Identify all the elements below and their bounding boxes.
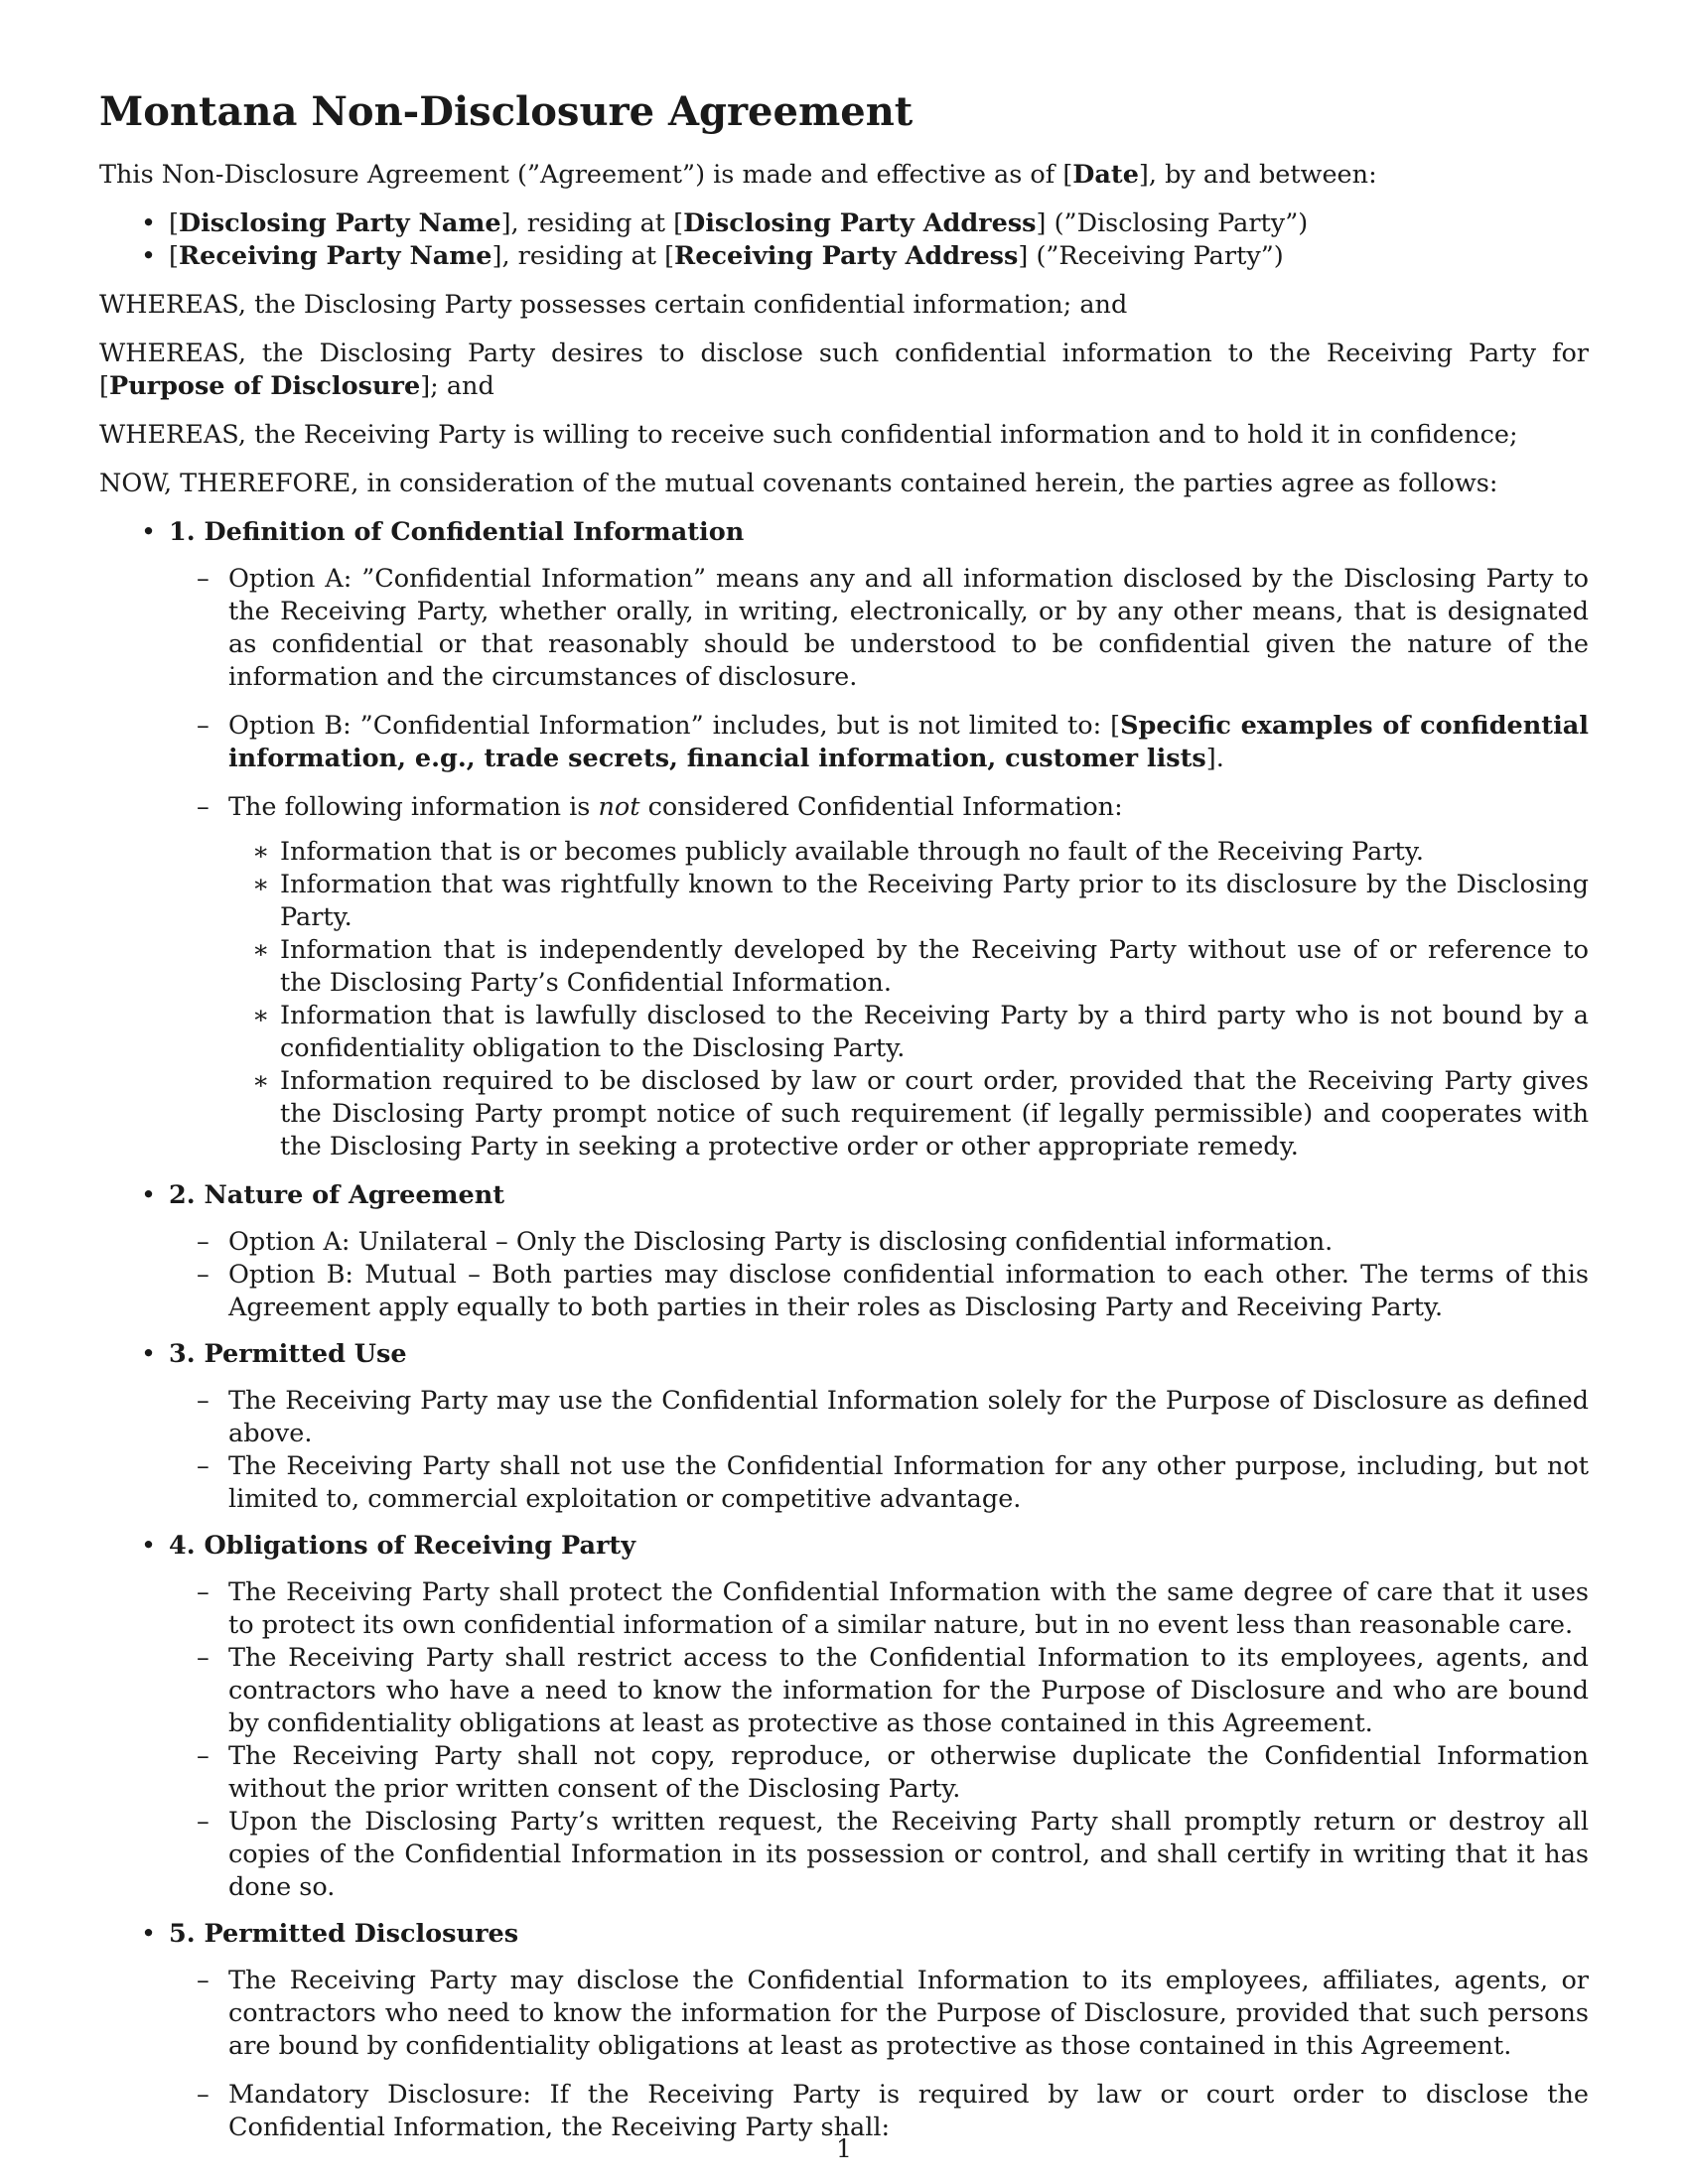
exclusions-list [228, 836, 1589, 1163]
document-page [99, 87, 1589, 2160]
list-item: – Mandatory Disclosure: If the Receiving Party is required by law or court order to disclose the Confidential Information, the Receiving Party shall: [169, 2079, 1589, 2144]
list-item: – Upon the Disclosing Party’s written request, the Receiving Party shall promptly return or destroy all copies of the Confidential Information in its possession or control, and shall certify in writing that it has done so. [169, 1806, 1589, 1904]
page-number: 1 [836, 2134, 852, 2163]
section-5-title: • 5. Permitted Disclosures [169, 1919, 519, 1949]
section-4 [99, 1530, 1589, 1904]
exclusion-item: ∗ Information that was rightfully known to the Receiving Party prior to its disclosure by the Disclosing Party. [228, 869, 1589, 934]
receiving-party-item: • [Receiving Party Name], residing at [Receiving Party Address] (”Receiving Party”) [99, 240, 1589, 273]
section-3-list [169, 1385, 1589, 1516]
intro-paragraph: This Non-Disclosure Agreement (”Agreement”) is made and effective as of [Date], by and between: [99, 160, 1377, 190]
list-item: – The Receiving Party may use the Confidential Information solely for the Purpose of Disclosure as defined above. [169, 1385, 1589, 1450]
section-1-exclusions: – The following information is not considered Confidential Information: ∗ Information that is or becomes publicly available through no fault of the Receiving Party. ∗ Information that was rightfully known to the Receiving Party prior to its disclosure by the Disclosing Party. ∗ Information that is independently developed by the Receiving Party without use of or reference to the Disclosing Party’s Confidential Information. ∗ Information that is lawfully disclosed to the Receiving Party by a third party who is not bound by a confidentiality obligation to the Disclosing Party. ∗ Information required to be disclosed by law or court order, provided that the Receiving Party gives the Disclosing Party prompt notice of such requirement (if legally permissible) and cooperates with the Disclosing Party in seeking a protective order or other appropriate remedy. [169, 791, 1589, 1163]
section-3-title: • 3. Permitted Use [169, 1339, 407, 1369]
section-2-list [169, 1226, 1589, 1324]
list-item: – The Receiving Party may disclose the Confidential Information to its employees, affiliates, agents, or contractors who need to know the information for the Purpose of Disclosure, provided that such persons are bound by confidentiality obligations at least as protective as those contained in this Agreement. [169, 1965, 1589, 2063]
date-placeholder: Date [1072, 160, 1139, 190]
section-4-title: • 4. Obligations of Receiving Party [169, 1531, 636, 1561]
section-5 [99, 1918, 1589, 2144]
section-1-title: • 1. Definition of Confidential Information [169, 517, 745, 547]
exclusion-item: ∗ Information required to be disclosed by law or court order, provided that the Receiving Party gives the Disclosing Party prompt notice of such requirement (if legally permissible) and cooperates with the Disclosing Party in seeking a protective order or other appropriate remedy. [228, 1065, 1589, 1163]
section-3 [99, 1338, 1589, 1516]
section-2 [99, 1179, 1589, 1324]
section-5-list [169, 1965, 1589, 2144]
section-4-list [169, 1576, 1589, 1904]
exclusion-item: ∗ Information that is independently developed by the Receiving Party without use of or reference to the Disclosing Party’s Confidential Information. [228, 934, 1589, 1000]
disclosing-party-item: • [Disclosing Party Name], residing at [Disclosing Party Address] (”Disclosing Party”) [99, 207, 1589, 240]
list-item: – The Receiving Party shall protect the Confidential Information with the same degree of care that it uses to protect its own confidential information of a similar nature, but in no event less than reasonable care. [169, 1576, 1589, 1642]
list-item: – The Receiving Party shall restrict access to the Confidential Information to its employees, agents, and contractors who have a need to know the information for the Purpose of Disclosure and who are bound by confidentiality obligations at least as protective as those contained in this Agreement. [169, 1642, 1589, 1740]
exclusion-item: ∗ Information that is or becomes publicly available through no fault of the Receiving Party. [228, 836, 1589, 869]
section-1-option-a: – Option A: ”Confidential Information” means any and all information disclosed by the Disclosing Party to the Receiving Party, whether orally, in writing, electronically, or by any other means, that is designated as confidential or that reasonably should be understood to be confidential given the nature of the information and the circumstances of disclosure. [169, 563, 1589, 694]
exclusion-item: ∗ Information that is lawfully disclosed to the Receiving Party by a third party who is not bound by a confidentiality obligation to the Disclosing Party. [228, 1000, 1589, 1065]
section-2-title: • 2. Nature of Agreement [169, 1180, 505, 1210]
list-item: – Option B: Mutual – Both parties may disclose confidential information to each other. The terms of this Agreement apply equally to both parties in their roles as Disclosing Party and Receiving Party. [169, 1259, 1589, 1324]
list-item: – Option A: Unilateral – Only the Disclosing Party is disclosing confidential information. [169, 1226, 1589, 1259]
parties-list [99, 207, 1589, 273]
list-item: – The Receiving Party shall not copy, reproduce, or otherwise duplicate the Confidential Information without the prior written consent of the Disclosing Party. [169, 1740, 1589, 1806]
now-therefore: NOW, THEREFORE, in consideration of the mutual covenants contained herein, the parties agree as follows: [99, 469, 1498, 498]
section-1-option-b: – Option B: ”Confidential Information” includes, but is not limited to: [Specific examples of confidential information, e.g., trade secrets, financial information, customer lists]. [169, 710, 1589, 775]
section-1 [99, 516, 1589, 1163]
list-item: – The Receiving Party shall not use the Confidential Information for any other purpose, including, but not limited to, commercial exploitation or competitive advantage. [169, 1450, 1589, 1516]
section-1-list [169, 563, 1589, 1163]
whereas-3: WHEREAS, the Receiving Party is willing to receive such confidential information and to hold it in confidence; [99, 420, 1518, 450]
whereas-2: WHEREAS, the Disclosing Party desires to disclose such confidential information to the Receiving Party for [Purpose of Disclosure]; and [99, 339, 1589, 401]
document-title: Montana Non-Disclosure Agreement [99, 88, 914, 135]
whereas-1: WHEREAS, the Disclosing Party possesses certain confidential information; and [99, 290, 1128, 320]
